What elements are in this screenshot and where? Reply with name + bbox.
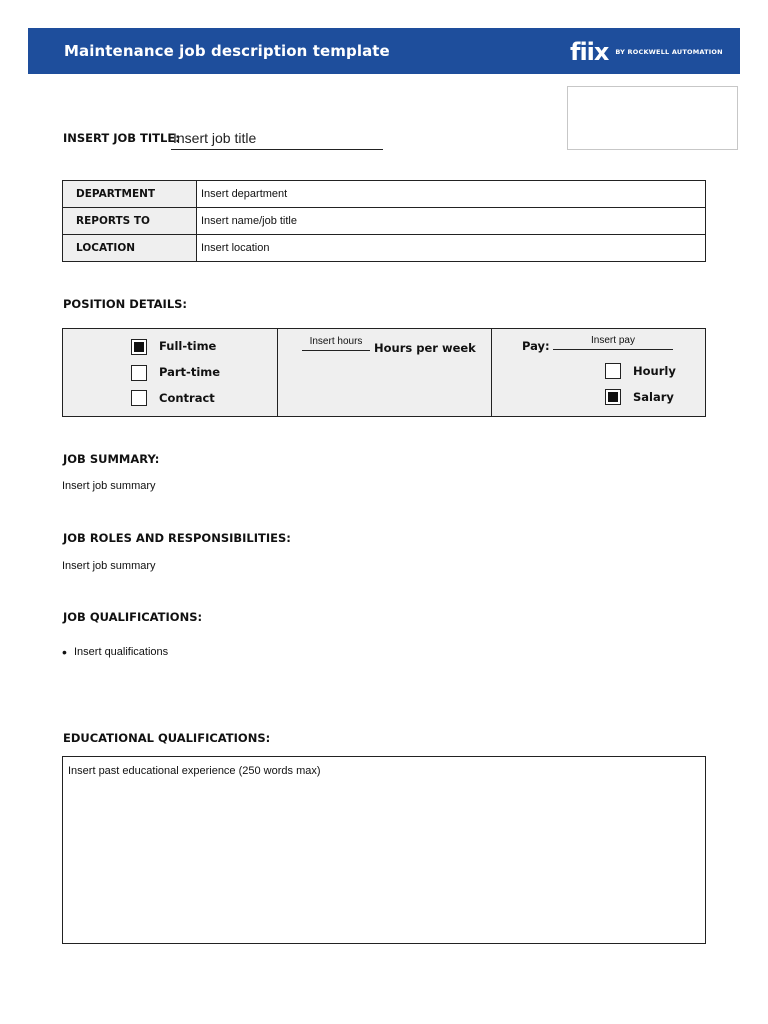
hourly-checkbox[interactable] [605, 363, 621, 379]
full-time-label: Full-time [159, 339, 217, 353]
header-banner [28, 28, 740, 74]
hours-input[interactable]: Insert hours [302, 336, 370, 351]
job-title-input[interactable] [171, 126, 383, 150]
fiix-logo [570, 40, 723, 64]
location-label: LOCATION [63, 235, 197, 262]
table-row [63, 181, 706, 208]
reports-to-field[interactable]: Insert name/job title [197, 208, 706, 235]
education-heading: EDUCATIONAL QUALIFICATIONS: [63, 731, 271, 745]
table-row [63, 235, 706, 262]
part-time-checkbox[interactable] [131, 365, 147, 381]
position-details-heading: POSITION DETAILS: [63, 297, 188, 311]
full-time-checkbox[interactable] [131, 339, 147, 355]
position-details-box [62, 328, 706, 417]
logo-tagline: BY ROCKWELL AUTOMATION [615, 48, 723, 56]
employment-type-column [63, 329, 277, 416]
table-row [63, 208, 706, 235]
roles-text[interactable]: Insert job summary [62, 560, 156, 572]
contract-label: Contract [159, 391, 215, 405]
salary-checkbox[interactable] [605, 389, 621, 405]
job-title-label: INSERT JOB TITLE: [63, 131, 180, 145]
qualifications-heading: JOB QUALIFICATIONS: [63, 610, 203, 624]
pay-label: Pay: [522, 339, 550, 353]
bullet-icon: • [62, 644, 67, 660]
info-table [62, 180, 706, 262]
hours-per-week-label: Hours per week [374, 341, 476, 355]
department-field[interactable]: Insert department [197, 181, 706, 208]
qualifications-item[interactable]: Insert qualifications [74, 646, 169, 658]
salary-label: Salary [633, 390, 674, 404]
education-textarea[interactable] [62, 756, 706, 944]
company-logo-placeholder[interactable] [567, 86, 738, 150]
part-time-label: Part-time [159, 365, 221, 379]
pay-column [491, 329, 706, 416]
hourly-label: Hourly [633, 364, 676, 378]
contract-checkbox[interactable] [131, 390, 147, 406]
job-summary-heading: JOB SUMMARY: [63, 452, 160, 466]
location-field[interactable]: Insert location [197, 235, 706, 262]
roles-heading: JOB ROLES AND RESPONSIBILITIES: [63, 531, 291, 545]
job-summary-text[interactable]: Insert job summary [62, 480, 156, 492]
reports-to-label: REPORTS TO [63, 208, 197, 235]
department-label: DEPARTMENT [63, 181, 197, 208]
hours-column [277, 329, 492, 416]
logo-wordmark: fiix [570, 38, 609, 66]
education-placeholder: Insert past educational experience (250 words max) [68, 765, 321, 777]
page-title: Maintenance job description template [64, 42, 390, 60]
pay-input[interactable]: Insert pay [553, 335, 673, 350]
